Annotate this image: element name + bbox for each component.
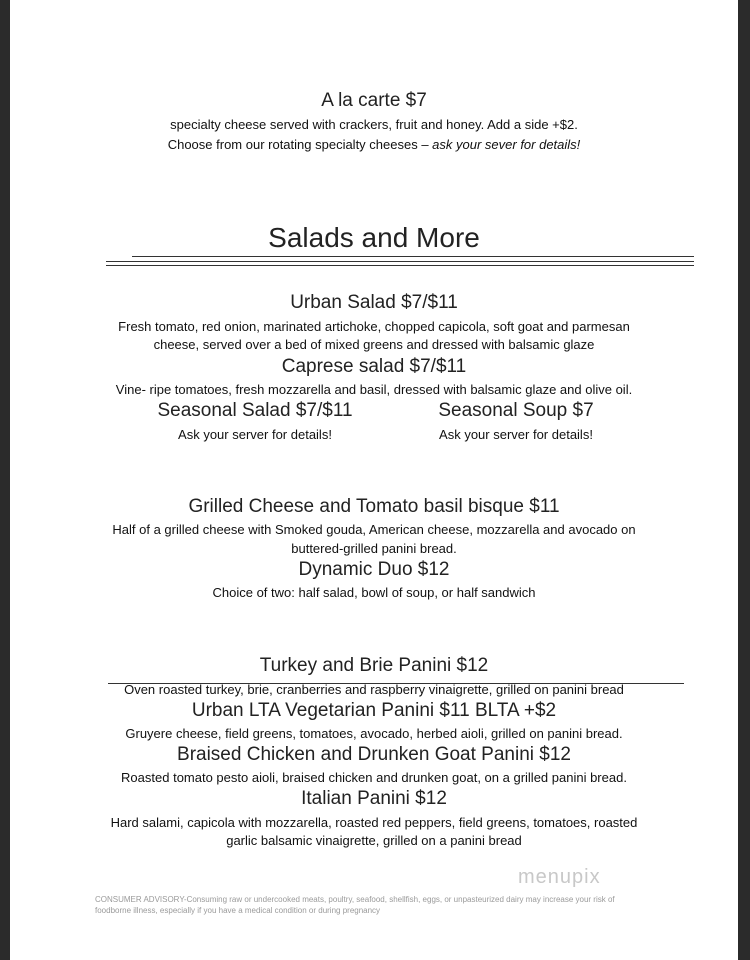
dynamic-duo-desc: Choice of two: half salad, bowl of soup, or half sandwich: [212, 585, 536, 600]
advisory-line-1: CONSUMER ADVISORY-Consuming raw or undercooked meats, poultry, seafood, shellfish, eggs, or unpasteurized dairy may increase your risk of: [95, 895, 615, 904]
cheese-title: A la carte $7: [321, 90, 427, 111]
seasonal-soup-desc: Ask your server for details!: [439, 427, 593, 442]
cheese-desc-line1: specialty cheese served with crackers, fruit and honey. Add a side +$2.: [170, 117, 578, 132]
turkey-brie-title: Turkey and Brie Panini $12: [259, 655, 489, 676]
section-title: Salads and More: [268, 222, 480, 253]
urban-salad-desc-1: Fresh tomato, red onion, marinated artichoke, chopped capicola, soft goat and parmesan: [118, 319, 630, 334]
consumer-advisory: [95, 894, 675, 916]
section-rule-mid: [106, 261, 694, 262]
turkey-brie-desc: Oven roasted turkey, brie, cranberries and raspberry vinaigrette, grilled on panini bread: [124, 682, 624, 697]
caprese-title: Caprese salad $7/$11: [281, 356, 467, 377]
urban-salad-desc-2: cheese, served over a bed of mixed greens and dressed with balsamic glaze: [153, 337, 595, 352]
braised-chicken-desc: Roasted tomato pesto aioli, braised chicken and drunken goat, on a grilled panini bread.: [121, 770, 627, 785]
urban-lta-desc: Gruyere cheese, field greens, tomatoes, avocado, herbed aioli, grilled on panini bread.: [125, 726, 623, 741]
cheese-desc-plain: Choose from our rotating specialty cheeses –: [167, 137, 433, 152]
grilled-cheese-desc-2: buttered-grilled panini bread.: [291, 541, 457, 556]
caprese-desc: Vine- ripe tomatoes, fresh mozzarella and basil, dressed with balsamic glaze and olive oil.: [115, 382, 633, 397]
menupix-watermark: menupix: [518, 866, 601, 888]
section-rule-bottom: [106, 265, 694, 266]
advisory-line-2: foodborne illness, especially if you have a medical condition or during pregnancy: [95, 906, 381, 915]
seasonal-salad-desc: Ask your server for details!: [178, 427, 332, 442]
grilled-cheese-desc-1: Half of a grilled cheese with Smoked gouda, American cheese, mozzarella and avocado on: [112, 522, 636, 537]
dynamic-duo-title: Dynamic Duo $12: [298, 559, 450, 580]
italian-title: Italian Panini $12: [301, 788, 447, 809]
braised-chicken-title: Braised Chicken and Drunken Goat Panini $12: [177, 744, 571, 765]
menu-page: [10, 0, 738, 960]
grilled-cheese-title: Grilled Cheese and Tomato basil bisque $11: [188, 496, 560, 517]
urban-salad-title: Urban Salad $7/$11: [290, 292, 458, 313]
seasonal-soup-title: Seasonal Soup $7: [438, 400, 594, 421]
italian-desc-1: Hard salami, capicola with mozzarella, roasted red peppers, field greens, tomatoes, roasted: [110, 815, 638, 830]
urban-lta-title: Urban LTA Vegetarian Panini $11 BLTA +$2: [191, 700, 557, 721]
section-rule-top: [132, 256, 694, 257]
cheese-desc-line2: [10, 137, 738, 152]
italian-desc-2: garlic balsamic vinaigrette, grilled on a panini bread: [226, 833, 522, 848]
seasonal-salad-title: Seasonal Salad $7/$11: [157, 400, 353, 421]
cheese-desc-italic: ask your sever for details!: [432, 137, 581, 152]
